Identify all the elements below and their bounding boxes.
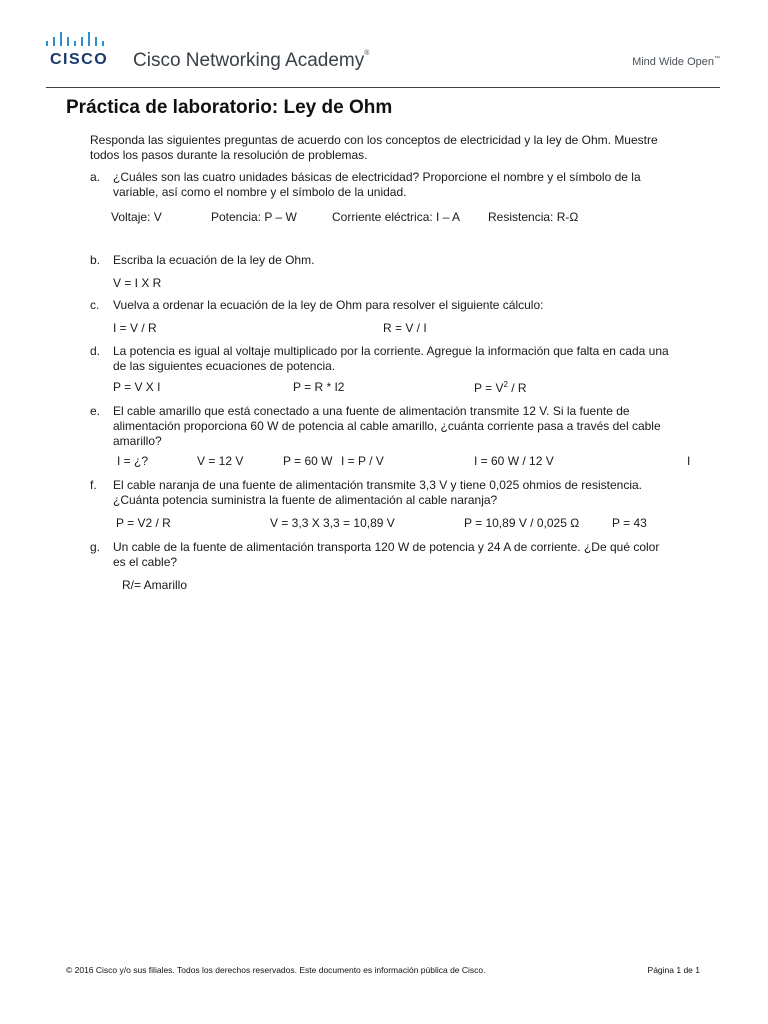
question-g-marker: g.: [90, 540, 101, 554]
question-e-marker: e.: [90, 404, 101, 418]
question-d-line-1: La potencia es igual al voltaje multiplicado por la corriente. Agregue la información que falta en cada una: [113, 344, 669, 358]
question-e-line-2: alimentación proporciona 60 W de potencia al cable amarillo, ¿cuánta corriente pasa a través del cable: [113, 419, 661, 433]
question-f-line-2: ¿Cuánta potencia suministra la fuente de alimentación al cable naranja?: [113, 493, 498, 507]
registered-mark: ®: [364, 50, 370, 57]
header-divider: [46, 87, 720, 88]
answer-e-formula: I = P / V: [341, 454, 384, 468]
question-b-marker: b.: [90, 253, 101, 267]
question-e-line-1: El cable amarillo que está conectado a una fuente de alimentación transmite 12 V. Si la fuente de: [113, 404, 630, 418]
answer-g: R/= Amarillo: [122, 578, 188, 592]
intro-line-2: todos los pasos durante la resolución de problemas.: [90, 148, 368, 162]
answer-f-division: P = 10,89 V / 0,025 Ω: [464, 516, 580, 530]
footer-page-number: Página 1 de 1: [647, 965, 700, 975]
answer-e-power: P = 60 W: [283, 454, 333, 468]
question-b-line-1: Escriba la ecuación de la ley de Ohm.: [113, 253, 315, 267]
cisco-logo-icon: [46, 32, 114, 48]
question-a-marker: a.: [90, 170, 101, 184]
answer-d-3-rest: / R: [507, 381, 527, 395]
academy-label: Cisco Networking Academy: [133, 50, 365, 71]
question-c-line-1: Vuelva a ordenar la ecuación de la ley de Ohm para resolver el siguiente cálculo:: [113, 298, 544, 312]
academy-name: [133, 50, 369, 72]
answer-a-voltaje: Voltaje: V: [111, 210, 162, 224]
answer-a-potencia: Potencia: P – W: [211, 210, 297, 224]
question-a-line-2: variable, así como el nombre y el símbolo de la unidad.: [113, 185, 407, 199]
question-a-line-1: ¿Cuáles son las cuatro unidades básicas de electricidad? Proporcione el nombre y el símbolo de la: [113, 170, 641, 184]
answer-e-voltage: V = 12 V: [197, 454, 244, 468]
question-e-line-3: amarillo?: [113, 434, 162, 448]
question-d-line-2: de las siguientes ecuaciones de potencia.: [113, 359, 336, 373]
answer-d-3-base: P = V: [474, 381, 504, 395]
footer-copyright: © 2016 Cisco y/o sus filiales. Todos los derechos reservados. Este documento es información pública de Cisco.: [66, 965, 486, 975]
question-g-line-1: Un cable de la fuente de alimentación transporta 120 W de potencia y 24 A de corriente. ¿De qué color: [113, 540, 660, 554]
intro-line-1: Responda las siguientes preguntas de acuerdo con los conceptos de electricidad y la ley de Ohm. Muestre: [90, 133, 658, 147]
tagline-label: Mind Wide Open: [632, 56, 714, 68]
question-f-marker: f.: [90, 478, 97, 492]
answer-e-unknown: I = ¿?: [117, 454, 149, 468]
answer-e-substitution: I = 60 W / 12 V: [474, 454, 554, 468]
answer-e-trailing: I: [687, 454, 691, 468]
answer-d-2: P = R * I2: [293, 380, 345, 394]
answer-f-voltage-squared: V = 3,3 X 3,3 = 10,89 V: [270, 516, 395, 530]
question-g-line-2: es el cable?: [113, 555, 178, 569]
answer-f-result: P = 43: [612, 516, 647, 530]
question-f-line-1: El cable naranja de una fuente de alimentación transmite 3,3 V y tiene 0,025 ohmios de resistencia.: [113, 478, 642, 492]
answer-a-resistencia: Resistencia: R-Ω: [488, 210, 579, 224]
answer-c-resistance: R = V / I: [383, 321, 427, 335]
answer-d-1: P = V X I: [113, 380, 161, 394]
cisco-wordmark: CISCO: [50, 51, 109, 68]
answer-c-current: I = V / R: [113, 321, 157, 335]
answer-b: V = I X R: [113, 276, 162, 290]
answer-f-formula: P = V2 / R: [116, 516, 171, 530]
trademark-mark: ™: [714, 56, 720, 62]
answer-d-3-exponent: 2: [503, 380, 508, 389]
answer-a-corriente: Corriente eléctrica: I – A: [332, 210, 461, 224]
question-c-marker: c.: [90, 298, 100, 312]
page-title: Práctica de laboratorio: Ley de Ohm: [66, 97, 393, 118]
question-d-marker: d.: [90, 344, 101, 358]
tagline: [632, 56, 720, 68]
answer-d-3: [474, 380, 527, 395]
